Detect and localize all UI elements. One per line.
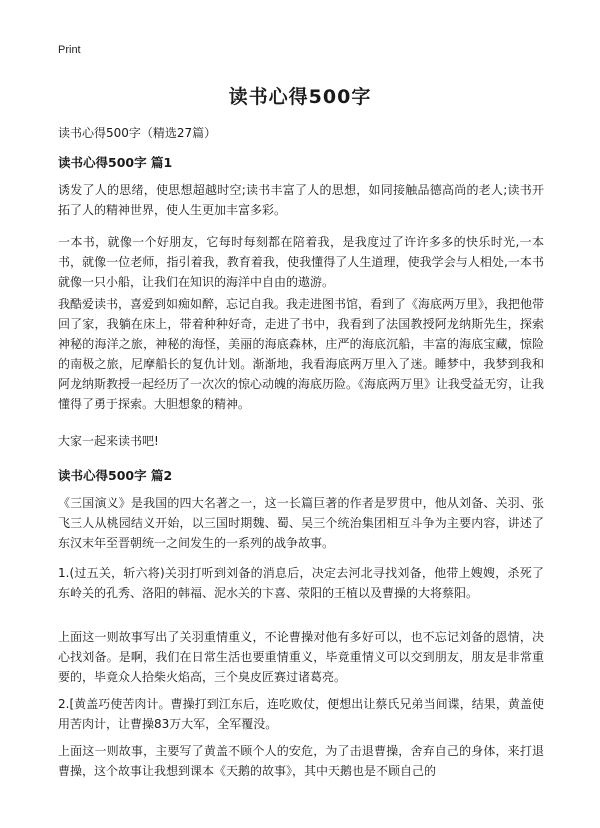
page-subtitle: 读书心得500字（精选27篇） <box>58 126 217 140</box>
paragraph: 诱发了人的思绪，使思想超越时空;读书丰富了人的思想，如同接触品德高尚的老人;读书开拓了人的精神世界，使人生更加丰富多彩。 <box>58 183 544 217</box>
paragraph: 1.(过五关，斩六将)关羽打听到刘备的消息后，决定去河北寻找刘备，他带上嫂嫂，杀死了东岭关的孔秀、洛阳的韩福、泥水关的卞喜、荥阳的王植以及曹操的大将蔡阳。 <box>58 566 544 600</box>
paragraph: 2.[黄盖巧使苦肉计。曹操打到江东后，连吃败仗，便想出让蔡氏兄弟当间谍，结果，黄盖使用苦肉计，让曹操83万大军，全军覆没。 <box>58 697 544 731</box>
section-heading-1: 读书心得500字 篇1 <box>58 155 173 170</box>
paragraph: 一本书，就像一个好朋友，它每时每刻都在陪着我，是我度过了许许多多的快乐时光,一本书，就像一位老师，指引着我，教育着我，使我懂得了人生道理，使我学会与人相处,一本书就像一只小船，让我们在知识的海洋中自由的遨游。 <box>58 235 544 289</box>
paragraph: 我酷爱读书，喜爱到如痴如醉，忘记自我。我走进图书馆，看到了《海底两万里》，我把他带回了家，我躺在床上，带着种种好奇，走进了书中，我看到了法国教授阿龙纳斯先生，探索神秘的海洋之旅，神秘的海怪，美丽的海底森林，庄严的海底沉船，丰富的海底宝藏，惊险的南极之旅，尼摩船长的复仇计划。渐渐地，我看海底两万里入了迷。睡梦中，我梦到我和阿龙纳斯教授一起经历了一次次的惊心动魄的海底历险。《海底两万里》让我受益无穷，让我懂得了勇于探索。大胆想象的精神。 <box>58 297 545 411</box>
page-title: 读书心得500字 <box>228 86 372 108</box>
paragraph: 大家一起来读书吧! <box>58 434 159 448</box>
paragraph: 上面这一则故事，主要写了黄盖不顾个人的安危，为了击退曹操，舍弃自己的身体，来打退曹操，这个故事让我想到课本《天鹅的故事》，其中天鹅也是不顾自己的 <box>58 744 544 778</box>
section-heading-2: 读书心得500字 篇2 <box>58 468 173 483</box>
paragraph: 上面这一则故事写出了关羽重情重义，不论曹操对他有多好可以，也不忘记刘备的恩情，决心找刘备。是啊，我们在日常生活也要重情重义，毕竟重情义可以交到朋友，朋友是非常重要的，毕竟众人拾柴火焰高，三个臭皮匠赛过诸葛亮。 <box>58 630 544 684</box>
paragraph: 《三国演义》是我国的四大名著之一，这一长篇巨著的作者是罗贯中，他从刘备、关羽、张飞三人从桃园结义开始，以三国时期魏、蜀、吴三个统治集团相互斗争为主要内容，讲述了东汉末年至晋朝统一之间发生的一系列的战争故事。 <box>58 496 544 550</box>
print-link[interactable]: Print <box>58 44 81 56</box>
